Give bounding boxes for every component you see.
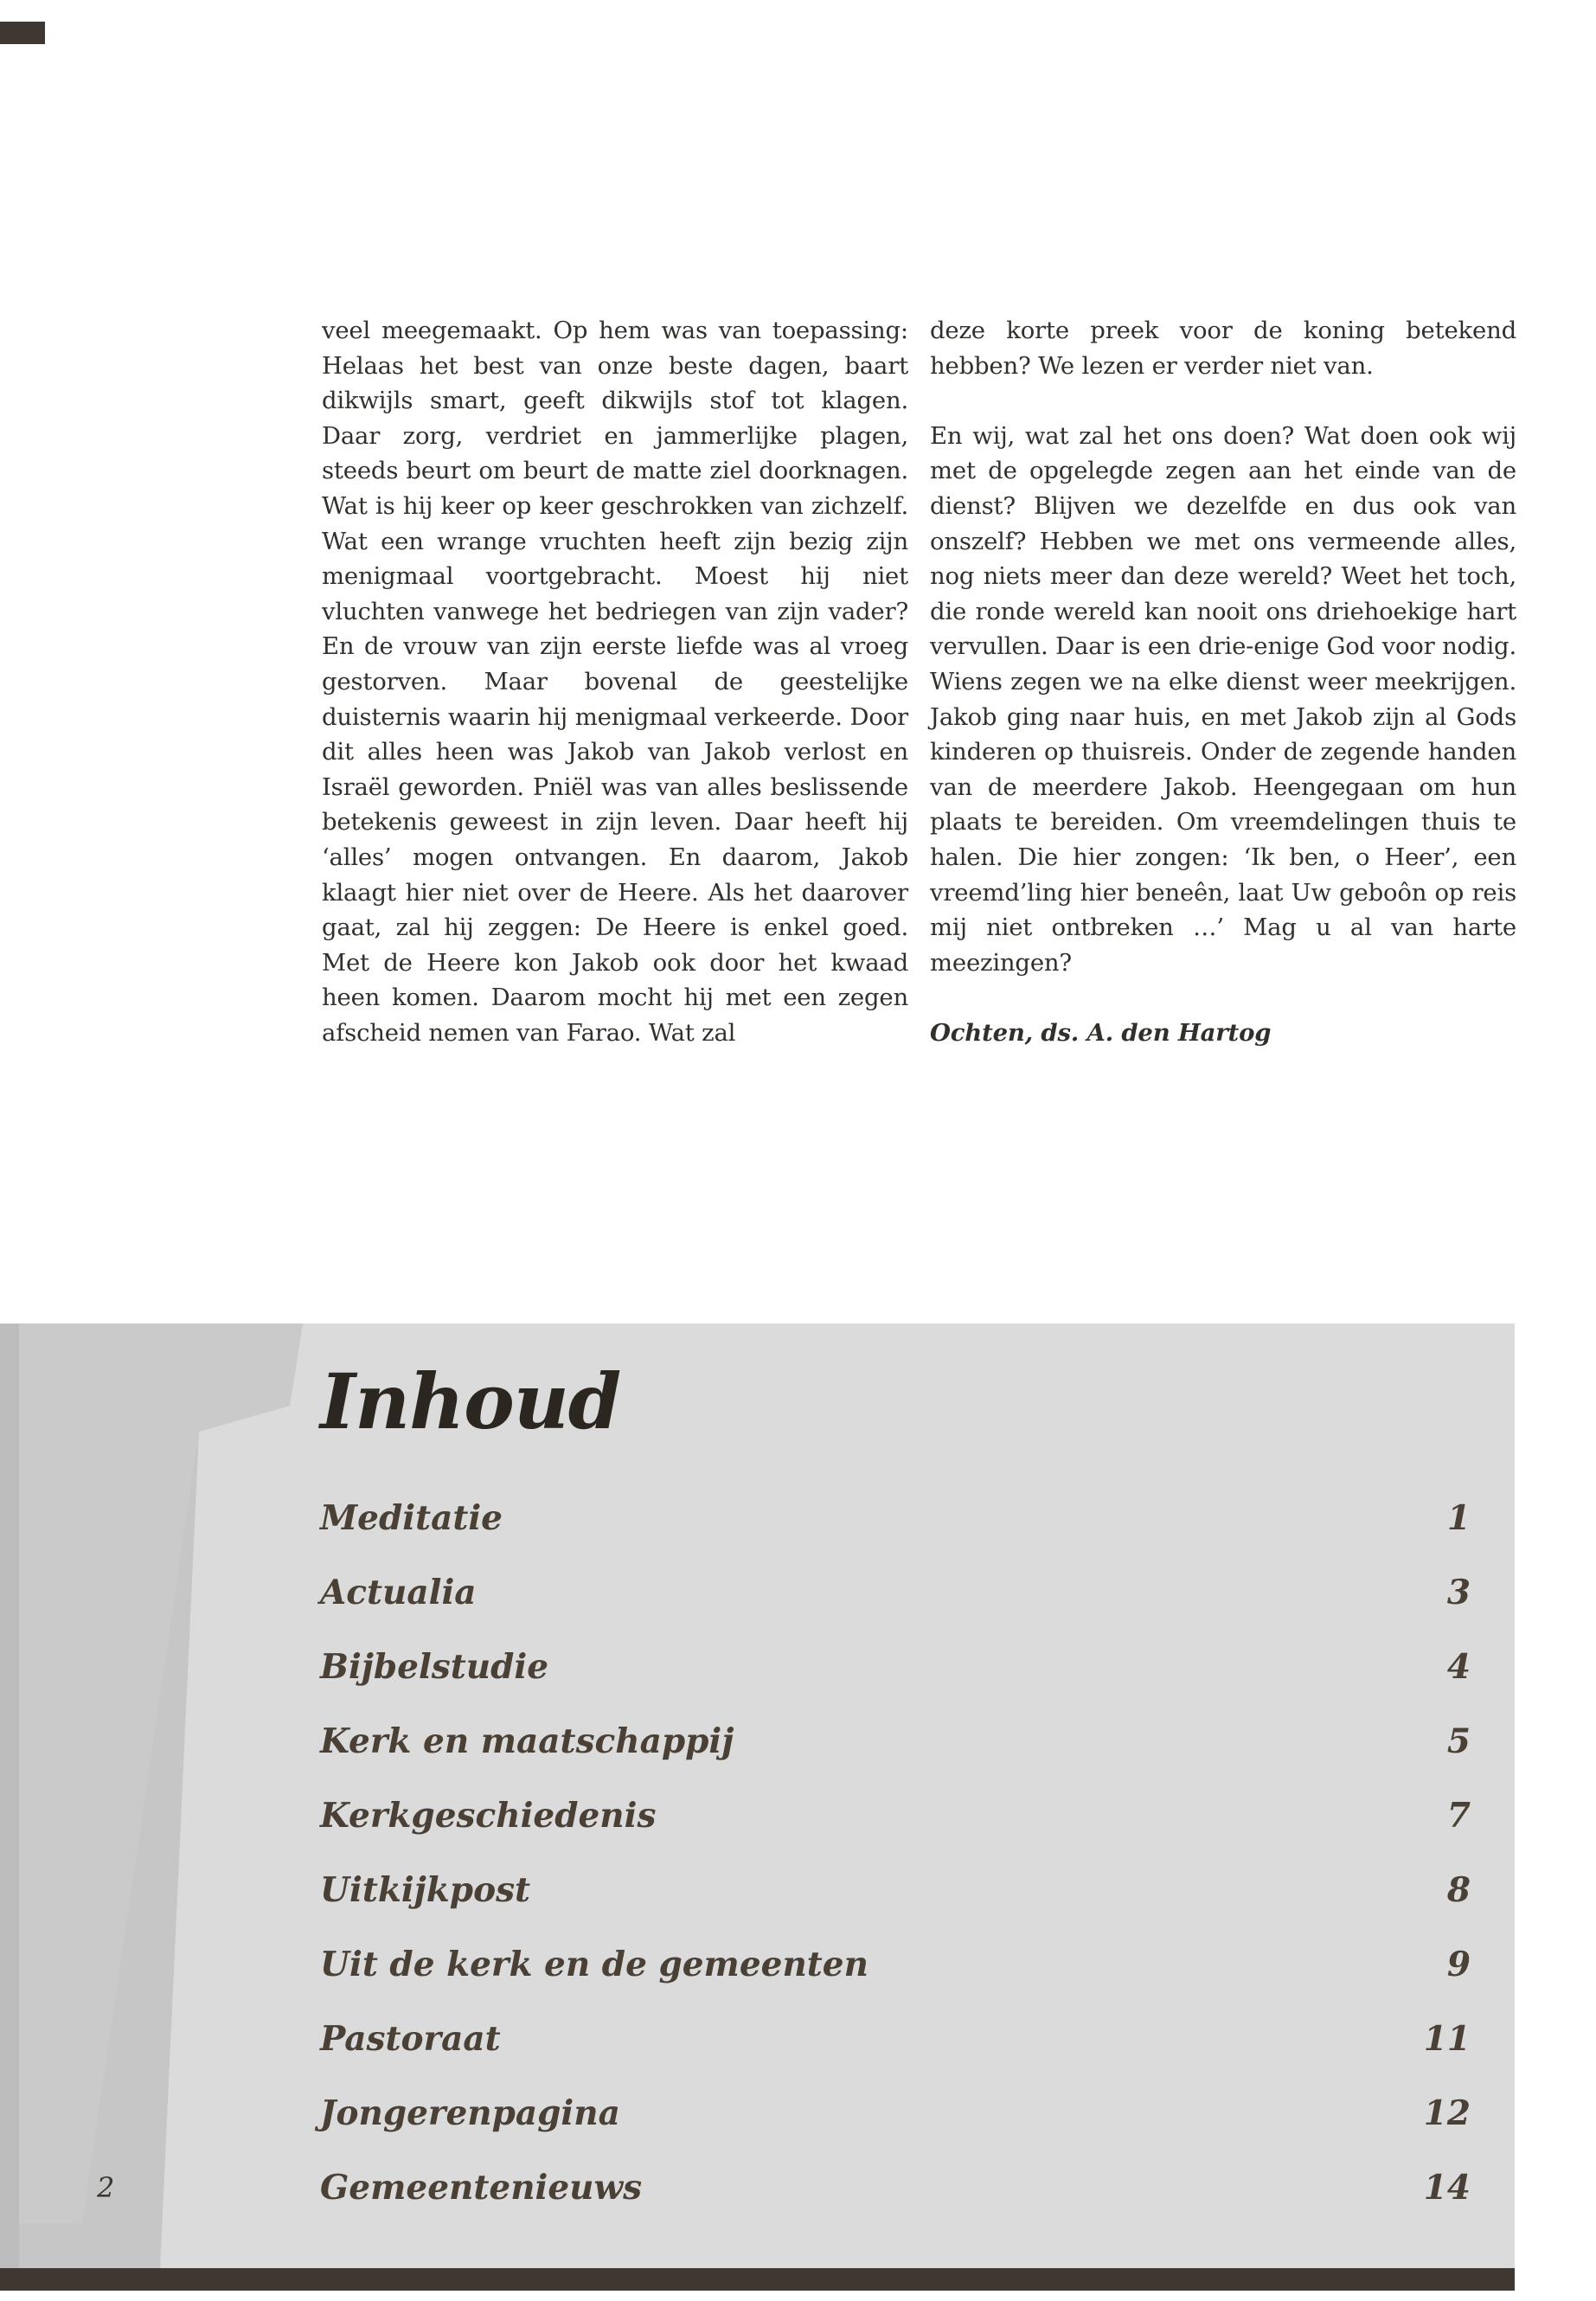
toc-item-page: 4: [1446, 1647, 1471, 1687]
toc-list: [320, 1481, 1471, 2225]
article-paragraph: En wij, wat zal het ons doen? Wat doen ook wij met de opgelegde zegen aan het einde van de dienst? Blijven we dezelfde en dus ook van onszelf? Hebben we met ons vermeende alles, nog niets meer dan deze wereld? Weet het toch, die ronde wereld kan nooit ons driehoekige hart vervullen. Daar is een drie-enige God voor nodig. Wiens zegen we na elke dienst weer meekrijgen. Jakob ging naar huis, en met Jakob zijn al Gods kinderen op thuisreis. Onder de zegende handen van de meerdere Jakob. Heengegaan om hun plaats te bereiden. Om vreemdelingen thuis te halen. Die hier zongen: ‘Ik ben, o Heer’, een vreemd’ling hier beneên, laat Uw geboôn op reis mij niet ontbreken …’ Mag u al van harte meezingen?: [930, 421, 1516, 977]
toc-title: Inhoud: [320, 1356, 621, 1446]
article-signature: Ochten, ds. A. den Hartog: [930, 1018, 1272, 1047]
toc-item-page: 3: [1446, 1573, 1471, 1612]
toc-item-label: Kerk en maatschappij: [320, 1721, 734, 1761]
toc-item-pastoraat[interactable]: [320, 2002, 1471, 2076]
article-column-right: [930, 313, 1516, 1086]
toc-item-actualia[interactable]: [320, 1555, 1471, 1630]
toc-item-page: 7: [1446, 1796, 1471, 1836]
toc-item-page: 11: [1423, 2019, 1471, 2059]
toc-item-uitkijkpost[interactable]: [320, 1853, 1471, 1927]
toc-item-page: 14: [1423, 2168, 1471, 2208]
toc-item-label: Gemeentenieuws: [320, 2168, 643, 2208]
toc-item-label: Jongerenpagina: [320, 2093, 620, 2133]
page-number: 2: [97, 2171, 115, 2204]
toc-item-label: Bijbelstudie: [320, 1647, 549, 1687]
toc-item-label: Kerkgeschiedenis: [320, 1796, 657, 1836]
toc-item-page: 5: [1446, 1721, 1471, 1761]
toc-item-bijbelstudie[interactable]: [320, 1630, 1471, 1704]
toc-item-uit-de-kerk[interactable]: [320, 1927, 1471, 2002]
toc-item-page: 12: [1423, 2093, 1471, 2133]
toc-item-kerkgeschiedenis[interactable]: [320, 1779, 1471, 1853]
article-paragraph: deze korte preek voor de koning betekend hebben? We lezen er verder niet van.: [930, 317, 1516, 380]
toc-item-label: Meditatie: [320, 1498, 503, 1538]
toc-item-page: 8: [1446, 1870, 1471, 1910]
toc-item-label: Uit de kerk en de gemeenten: [320, 1945, 869, 1984]
toc-item-label: Pastoraat: [320, 2019, 501, 2059]
toc-item-label: Actualia: [320, 1573, 477, 1612]
corner-marker: [0, 22, 45, 44]
toc-item-meditatie[interactable]: [320, 1481, 1471, 1555]
article-column-left: [322, 313, 908, 1086]
toc-item-page: 1: [1446, 1498, 1471, 1538]
toc-item-kerk-en-maatschappij[interactable]: [320, 1704, 1471, 1779]
toc-item-label: Uitkijkpost: [320, 1870, 531, 1910]
toc-item-jongerenpagina[interactable]: [320, 2076, 1471, 2150]
toc-item-gemeentenieuws[interactable]: [320, 2150, 1471, 2225]
article-paragraph: veel meegemaakt. Op hem was van toepassing: Helaas het best van onze beste dagen, baart dikwijls smart, geeft dikwijls stof tot klagen. Daar zorg, verdriet en jammerlijke plagen, steeds beurt om beurt de matte ziel doorknagen. Wat is hij keer op keer geschrokken van zichzelf. Wat een wrange vruchten heeft zijn bezig zijn menigmaal voortgebracht. Moest hij niet vluchten vanwege het bedriegen van zijn vader? En de vrouw van zijn eerste liefde was al vroeg gestorven. Maar bovenal de geestelijke duisternis waarin hij menigmaal verkeerde. Door dit alles heen was Jakob van Jakob verlost en Israël geworden. Pniël was van alles beslissende betekenis geweest in zijn leven. Daar heeft hij ‘alles’ mogen ontvangen. En daarom, Jakob klaagt hier niet over de Heere. Als het daarover gaat, zal hij zeggen: De Heere is enkel goed. Met de Heere kon Jakob ook door het kwaad heen komen. Daarom mocht hij met een zegen afscheid nemen van Farao. Wat zal: [322, 317, 908, 1047]
footer-bar: [0, 2268, 1515, 2291]
toc-item-page: 9: [1446, 1945, 1471, 1984]
